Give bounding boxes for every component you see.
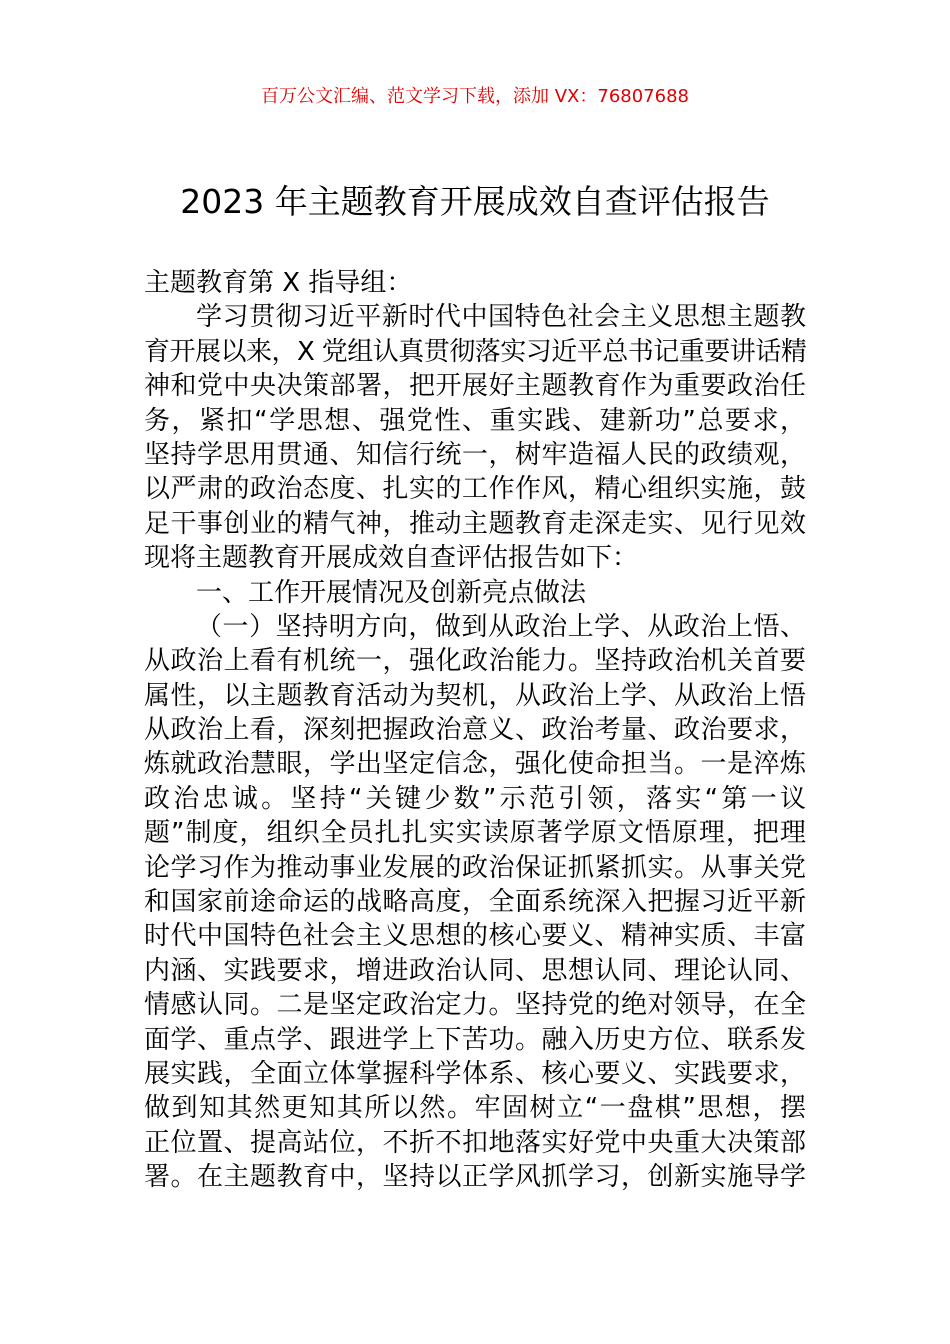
- paragraph-line: 正位置、提高站位，不折不扣地落实好党中央重大决策部: [144, 1127, 806, 1158]
- paragraph-line: 神和党中央决策部署，把开展好主题教育作为重要政治任: [144, 371, 806, 402]
- paragraph-line: 务，紧扣“学思想、强党性、重实践、建新功”总要求，: [144, 405, 806, 436]
- paragraph-line: 时代中国特色社会主义思想的核心要义、精神实质、丰富: [144, 921, 806, 952]
- paragraph-line: 足干事创业的精气神，推动主题教育走深走实、见行见效: [144, 508, 806, 539]
- paragraph-line: 内涵、实践要求，增进政治认同、思想认同、理论认同、: [144, 955, 806, 986]
- paragraph-line: 现将主题教育开展成效自查评估报告如下：: [144, 543, 639, 574]
- paragraph-line: 做到知其然更知其所以然。牢固树立“一盘棋”思想，摆: [144, 1093, 806, 1124]
- paragraph-line: 坚持学思用贯通、知信行统一，树牢造福人民的政绩观，: [144, 439, 806, 470]
- paragraph-line: 和国家前途命运的战略高度，全面系统深入把握习近平新: [144, 887, 806, 918]
- paragraph-line: 展实践，全面立体掌握科学体系、核心要义、实践要求，: [144, 1058, 806, 1089]
- paragraph-line: 情感认同。二是坚定政治定力。坚持党的绝对领导，在全: [144, 990, 806, 1021]
- paragraph-line: 论学习作为推动事业发展的政治保证抓紧抓实。从事关党: [144, 852, 806, 883]
- paragraph-line: 以严肃的政治态度、扎实的工作作风，精心组织实施，鼓: [144, 474, 806, 505]
- paragraph-line: （一）坚持明方向，做到从政治上学、从政治上悟、: [196, 611, 806, 642]
- paragraph-line: 炼就政治慧眼，学出坚定信念，强化使命担当。一是淬炼: [144, 749, 806, 780]
- paragraph-line: 从政治上看有机统一，强化政治能力。坚持政治机关首要: [144, 646, 806, 677]
- paragraph-line: 学习贯彻习近平新时代中国特色社会主义思想主题教: [196, 302, 806, 333]
- paragraph-line: 从政治上看，深刻把握政治意义、政治考量、政治要求，: [144, 715, 806, 746]
- section-heading: 一、工作开展情况及创新亮点做法: [196, 577, 587, 608]
- paragraph-line: 面学、重点学、跟进学上下苦功。融入历史方位、联系发: [144, 1024, 806, 1055]
- paragraph-line: 政治忠诚。坚持“关键少数”示范引领，落实“第一议: [144, 783, 806, 814]
- paragraph-line: 育开展以来，X 党组认真贯彻落实习近平总书记重要讲话精: [144, 336, 806, 367]
- addressee: 主题教育第 X 指导组：: [144, 268, 413, 298]
- page-title: 2023 年主题教育开展成效自查评估报告: [180, 182, 770, 221]
- paragraph-line: 题”制度，组织全员扎扎实实读原著学原文悟原理，把理: [144, 818, 806, 849]
- paragraph-line: 署。在主题教育中，坚持以正学风抓学习，创新实施导学: [144, 1162, 806, 1193]
- watermark-banner: 百万公文汇编、范文学习下载，添加 VX：76807688: [261, 86, 689, 107]
- document-body: [144, 266, 806, 1195]
- paragraph-line: 属性，以主题教育活动为契机，从政治上学、从政治上悟: [144, 680, 806, 711]
